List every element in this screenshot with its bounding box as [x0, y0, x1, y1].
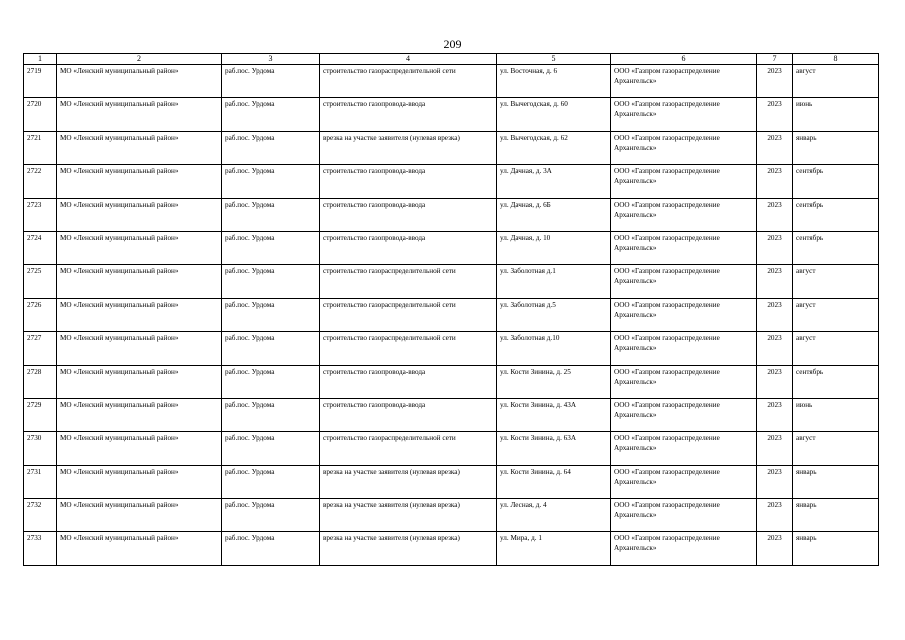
- month-cell: сентябрь: [793, 231, 879, 264]
- month-cell: сентябрь: [793, 365, 879, 398]
- column-number-4: 4: [320, 54, 497, 65]
- table-row: [24, 398, 879, 431]
- work-type-cell: строительство газораспределительной сети: [320, 65, 497, 98]
- municipality-cell: МО «Ленский муниципальный район»: [57, 332, 222, 365]
- year-cell: 2023: [757, 131, 793, 164]
- work-type-cell: врезка на участке заявителя (нулевая врезка): [320, 465, 497, 498]
- organization-cell: ООО «Газпром газораспределение Архангельск»: [611, 332, 757, 365]
- column-number-7: 7: [757, 54, 793, 65]
- month-cell: сентябрь: [793, 198, 879, 231]
- month-cell: январь: [793, 499, 879, 532]
- work-type-cell: строительство газораспределительной сети: [320, 432, 497, 465]
- address-cell: ул. Заболотная д.1: [497, 265, 611, 298]
- settlement-cell: раб.пос. Урдома: [222, 98, 320, 131]
- organization-cell: ООО «Газпром газораспределение Архангельск»: [611, 532, 757, 565]
- work-type-cell: строительство газораспределительной сети: [320, 265, 497, 298]
- settlement-cell: раб.пос. Урдома: [222, 332, 320, 365]
- table-row: [24, 432, 879, 465]
- municipality-cell: МО «Ленский муниципальный район»: [57, 131, 222, 164]
- row-number-cell: 2732: [24, 499, 57, 532]
- column-number-8: 8: [793, 54, 879, 65]
- work-type-cell: строительство газопровода-ввода: [320, 398, 497, 431]
- row-number-cell: 2727: [24, 332, 57, 365]
- municipality-cell: МО «Ленский муниципальный район»: [57, 298, 222, 331]
- municipality-cell: МО «Ленский муниципальный район»: [57, 65, 222, 98]
- year-cell: 2023: [757, 332, 793, 365]
- municipality-cell: МО «Ленский муниципальный район»: [57, 198, 222, 231]
- work-type-cell: строительство газораспределительной сети: [320, 298, 497, 331]
- municipality-cell: МО «Ленский муниципальный район»: [57, 532, 222, 565]
- municipality-cell: МО «Ленский муниципальный район»: [57, 165, 222, 198]
- month-cell: июнь: [793, 98, 879, 131]
- row-number-cell: 2720: [24, 98, 57, 131]
- municipality-cell: МО «Ленский муниципальный район»: [57, 98, 222, 131]
- row-number-cell: 2725: [24, 265, 57, 298]
- month-cell: январь: [793, 131, 879, 164]
- table-row: [24, 365, 879, 398]
- month-cell: январь: [793, 532, 879, 565]
- column-number-3: 3: [222, 54, 320, 65]
- settlement-cell: раб.пос. Урдома: [222, 165, 320, 198]
- municipality-cell: МО «Ленский муниципальный район»: [57, 499, 222, 532]
- month-cell: август: [793, 65, 879, 98]
- address-cell: ул. Кости Зинина, д. 43А: [497, 398, 611, 431]
- organization-cell: ООО «Газпром газораспределение Архангельск»: [611, 265, 757, 298]
- settlement-cell: раб.пос. Урдома: [222, 231, 320, 264]
- address-cell: ул. Вычегодская, д. 60: [497, 98, 611, 131]
- address-cell: ул. Кости Зинина, д. 63А: [497, 432, 611, 465]
- year-cell: 2023: [757, 265, 793, 298]
- row-number-cell: 2733: [24, 532, 57, 565]
- municipality-cell: МО «Ленский муниципальный район»: [57, 398, 222, 431]
- table-row: [24, 298, 879, 331]
- gasification-schedule-table: [23, 53, 879, 566]
- table-row: [24, 198, 879, 231]
- address-cell: ул. Вычегодская, д. 62: [497, 131, 611, 164]
- year-cell: 2023: [757, 365, 793, 398]
- table-row: [24, 98, 879, 131]
- year-cell: 2023: [757, 465, 793, 498]
- column-number-row: [24, 54, 879, 65]
- organization-cell: ООО «Газпром газораспределение Архангельск»: [611, 231, 757, 264]
- month-cell: август: [793, 332, 879, 365]
- settlement-cell: раб.пос. Урдома: [222, 298, 320, 331]
- settlement-cell: раб.пос. Урдома: [222, 131, 320, 164]
- table-row: [24, 532, 879, 565]
- address-cell: ул. Дачная, д. 6Б: [497, 198, 611, 231]
- address-cell: ул. Кости Зинина, д. 64: [497, 465, 611, 498]
- organization-cell: ООО «Газпром газораспределение Архангельск»: [611, 465, 757, 498]
- table-row: [24, 499, 879, 532]
- row-number-cell: 2731: [24, 465, 57, 498]
- month-cell: август: [793, 265, 879, 298]
- table-row: [24, 231, 879, 264]
- organization-cell: ООО «Газпром газораспределение Архангельск»: [611, 65, 757, 98]
- municipality-cell: МО «Ленский муниципальный район»: [57, 365, 222, 398]
- organization-cell: ООО «Газпром газораспределение Архангельск»: [611, 131, 757, 164]
- column-number-1: 1: [24, 54, 57, 65]
- organization-cell: ООО «Газпром газораспределение Архангельск»: [611, 98, 757, 131]
- address-cell: ул. Дачная, д. 3А: [497, 165, 611, 198]
- settlement-cell: раб.пос. Урдома: [222, 198, 320, 231]
- month-cell: август: [793, 432, 879, 465]
- year-cell: 2023: [757, 98, 793, 131]
- organization-cell: ООО «Газпром газораспределение Архангельск»: [611, 198, 757, 231]
- organization-cell: ООО «Газпром газораспределение Архангельск»: [611, 398, 757, 431]
- month-cell: июнь: [793, 398, 879, 431]
- work-type-cell: строительство газопровода-ввода: [320, 165, 497, 198]
- row-number-cell: 2729: [24, 398, 57, 431]
- work-type-cell: врезка на участке заявителя (нулевая врезка): [320, 499, 497, 532]
- municipality-cell: МО «Ленский муниципальный район»: [57, 265, 222, 298]
- settlement-cell: раб.пос. Урдома: [222, 265, 320, 298]
- year-cell: 2023: [757, 298, 793, 331]
- table-row: [24, 131, 879, 164]
- row-number-cell: 2730: [24, 432, 57, 465]
- municipality-cell: МО «Ленский муниципальный район»: [57, 231, 222, 264]
- organization-cell: ООО «Газпром газораспределение Архангельск»: [611, 499, 757, 532]
- row-number-cell: 2719: [24, 65, 57, 98]
- settlement-cell: раб.пос. Урдома: [222, 465, 320, 498]
- year-cell: 2023: [757, 398, 793, 431]
- year-cell: 2023: [757, 198, 793, 231]
- address-cell: ул. Мира, д. 1: [497, 532, 611, 565]
- table-row: [24, 465, 879, 498]
- year-cell: 2023: [757, 165, 793, 198]
- organization-cell: ООО «Газпром газораспределение Архангельск»: [611, 365, 757, 398]
- row-number-cell: 2726: [24, 298, 57, 331]
- work-type-cell: строительство газопровода-ввода: [320, 231, 497, 264]
- column-number-6: 6: [611, 54, 757, 65]
- table-row: [24, 265, 879, 298]
- month-cell: август: [793, 298, 879, 331]
- year-cell: 2023: [757, 65, 793, 98]
- organization-cell: ООО «Газпром газораспределение Архангельск»: [611, 298, 757, 331]
- year-cell: 2023: [757, 231, 793, 264]
- address-cell: ул. Заболотная д.10: [497, 332, 611, 365]
- table-row: [24, 165, 879, 198]
- address-cell: ул. Восточная, д. 6: [497, 65, 611, 98]
- work-type-cell: врезка на участке заявителя (нулевая врезка): [320, 532, 497, 565]
- column-number-2: 2: [57, 54, 222, 65]
- table-row: [24, 332, 879, 365]
- work-type-cell: строительство газораспределительной сети: [320, 332, 497, 365]
- organization-cell: ООО «Газпром газораспределение Архангельск»: [611, 432, 757, 465]
- work-type-cell: строительство газопровода-ввода: [320, 198, 497, 231]
- row-number-cell: 2722: [24, 165, 57, 198]
- work-type-cell: строительство газопровода-ввода: [320, 98, 497, 131]
- address-cell: ул. Заболотная д.5: [497, 298, 611, 331]
- municipality-cell: МО «Ленский муниципальный район»: [57, 465, 222, 498]
- organization-cell: ООО «Газпром газораспределение Архангельск»: [611, 165, 757, 198]
- page-number: 209: [443, 37, 462, 51]
- settlement-cell: раб.пос. Урдома: [222, 499, 320, 532]
- settlement-cell: раб.пос. Урдома: [222, 432, 320, 465]
- settlement-cell: раб.пос. Урдома: [222, 398, 320, 431]
- table-row: [24, 65, 879, 98]
- work-type-cell: врезка на участке заявителя (нулевая врезка): [320, 131, 497, 164]
- row-number-cell: 2728: [24, 365, 57, 398]
- row-number-cell: 2721: [24, 131, 57, 164]
- address-cell: ул. Лесная, д. 4: [497, 499, 611, 532]
- address-cell: ул. Кости Зинина, д. 25: [497, 365, 611, 398]
- address-cell: ул. Дачная, д. 10: [497, 231, 611, 264]
- month-cell: январь: [793, 465, 879, 498]
- municipality-cell: МО «Ленский муниципальный район»: [57, 432, 222, 465]
- row-number-cell: 2724: [24, 231, 57, 264]
- year-cell: 2023: [757, 432, 793, 465]
- work-type-cell: строительство газопровода-ввода: [320, 365, 497, 398]
- row-number-cell: 2723: [24, 198, 57, 231]
- settlement-cell: раб.пос. Урдома: [222, 532, 320, 565]
- year-cell: 2023: [757, 532, 793, 565]
- column-number-5: 5: [497, 54, 611, 65]
- settlement-cell: раб.пос. Урдома: [222, 65, 320, 98]
- year-cell: 2023: [757, 499, 793, 532]
- settlement-cell: раб.пос. Урдома: [222, 365, 320, 398]
- month-cell: сентябрь: [793, 165, 879, 198]
